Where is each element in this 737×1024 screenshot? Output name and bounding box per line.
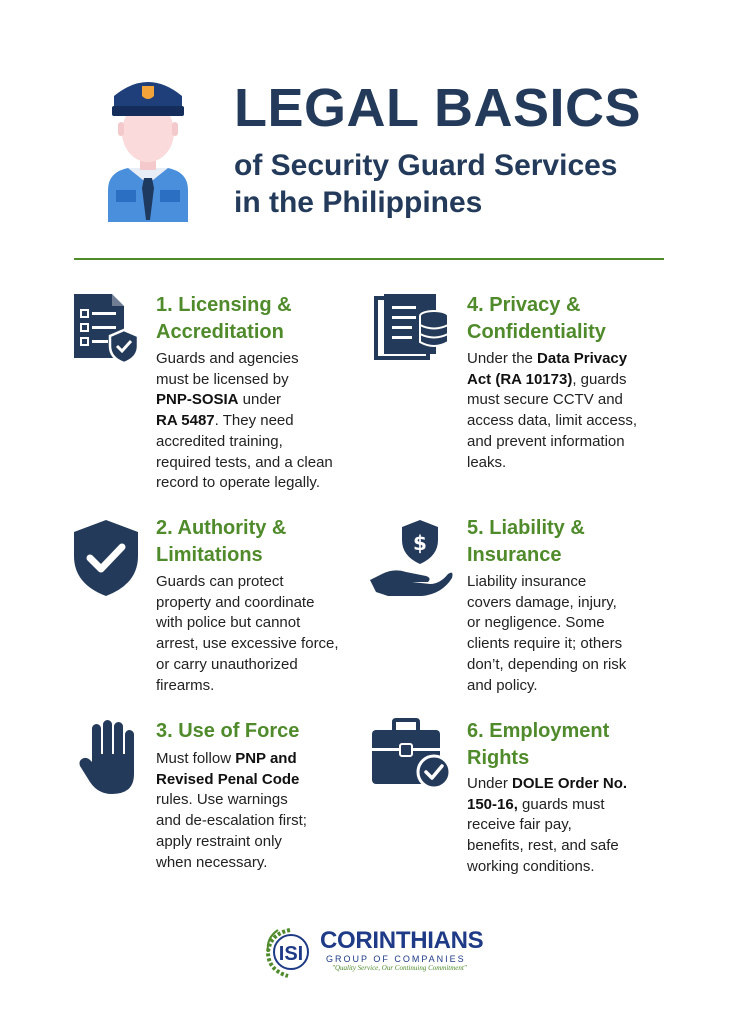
item-1-title <box>156 292 292 346</box>
item-3-title-line-1: 3. Use of Force <box>156 720 300 742</box>
page-subtitle <box>234 147 684 221</box>
svg-text:$: $ <box>413 531 427 555</box>
item-4-title-line-1: 4. Privacy & <box>467 294 581 316</box>
body-line: and de-escalation first; <box>156 812 307 830</box>
body-line: clients require it; others <box>467 635 623 653</box>
body-line: Liability insurance <box>467 573 587 590</box>
checklist-shield-icon <box>72 292 140 364</box>
subtitle-line-1: of Security Guard Services <box>234 149 618 182</box>
briefcase-check-icon <box>370 718 454 790</box>
body-line: Guards can protect <box>156 573 284 590</box>
body-line: Act (RA 10173), guards <box>467 370 627 388</box>
item-6-title <box>467 718 609 772</box>
item-1-body <box>156 349 366 494</box>
body-line: Under DOLE Order No. <box>467 775 628 792</box>
body-line: 150-16, guards must <box>467 795 605 813</box>
body-line: access data, limit access, <box>467 412 638 430</box>
body-line: arrest, use excessive force, <box>156 635 339 653</box>
item-2-body <box>156 572 366 696</box>
company-group: GROUP OF COMPANIES <box>326 954 466 964</box>
header-divider <box>74 258 664 260</box>
body-line: RA 5487. They need <box>156 412 294 430</box>
body-line: don’t, depending on risk <box>467 655 627 673</box>
page-title: LEGAL BASICS <box>234 78 642 138</box>
body-line: Must follow PNP and <box>156 750 297 767</box>
body-line: property and coordinate <box>156 593 315 611</box>
security-guard-icon <box>104 72 192 222</box>
hand-stop-icon <box>78 718 140 796</box>
item-5-title-line-2: Insurance <box>467 544 562 566</box>
bold-term: DOLE Order No. <box>512 775 628 792</box>
shield-check-icon <box>72 518 140 598</box>
body-line: PNP-SOSIA under <box>156 391 282 409</box>
body-line: accredited training, <box>156 432 283 450</box>
corinthians-logo-icon <box>262 924 320 980</box>
body-line: rules. Use warnings <box>156 791 288 809</box>
item-1-title-line-1: 1. Licensing & <box>156 294 292 316</box>
item-6-body <box>467 774 677 878</box>
body-line: when necessary. <box>156 853 268 871</box>
bold-term: Act (RA 10173) <box>467 370 573 388</box>
body-line: covers damage, injury, <box>467 593 617 611</box>
company-tagline: "Quality Service, Our Continuing Commitment" <box>332 964 467 972</box>
body-line <box>156 770 366 791</box>
body-line: and policy. <box>467 676 538 694</box>
item-4-title <box>467 292 606 346</box>
subtitle-line-2: in the Philippines <box>234 186 483 219</box>
item-6-title-line-2: Rights <box>467 747 530 769</box>
body-line: or negligence. Some <box>467 614 605 632</box>
body-line: receive fair pay, <box>467 816 572 834</box>
item-5-body <box>467 572 677 696</box>
item-3-body <box>156 749 366 873</box>
svg-text:ISI: ISI <box>278 943 304 965</box>
item-2-title <box>156 515 286 569</box>
bold-term: Revised Penal Code <box>156 770 300 788</box>
bold-term: RA 5487 <box>156 412 215 430</box>
item-2-title-line-2: Limitations <box>156 544 263 566</box>
body-line: required tests, and a clean <box>156 453 333 471</box>
item-1-title-line-2: Accreditation <box>156 321 284 343</box>
document-database-icon <box>374 292 452 362</box>
body-line: leaks. <box>467 453 507 471</box>
item-5-title-line-1: 5. Liability & <box>467 517 585 539</box>
bold-term: 150-16, <box>467 795 518 813</box>
body-line: must be licensed by <box>156 370 289 388</box>
item-6-title-line-1: 6. Employment <box>467 720 610 742</box>
hand-money-shield-icon <box>368 518 454 598</box>
body-line: Under the Data Privacy <box>467 350 628 367</box>
body-line: Guards and agencies <box>156 350 299 367</box>
body-line: with police but cannot <box>156 614 301 632</box>
item-4-body <box>467 349 677 473</box>
item-4-title-line-2: Confidentiality <box>467 321 606 343</box>
body-line: or carry unauthorized <box>156 655 298 673</box>
bold-term: Data Privacy <box>537 350 628 367</box>
item-2-title-line-1: 2. Authority & <box>156 517 287 539</box>
body-line: must secure CCTV and <box>467 391 623 409</box>
body-line: and prevent information <box>467 432 625 450</box>
item-5-title <box>467 515 585 569</box>
body-line: record to operate legally. <box>156 474 320 492</box>
bold-term: PNP and <box>235 750 297 767</box>
item-3-title <box>156 718 299 745</box>
body-line: benefits, rest, and safe <box>467 837 619 855</box>
body-line: firearms. <box>156 676 215 694</box>
body-line: apply restraint only <box>156 832 282 850</box>
company-name: CORINTHIANS <box>320 927 484 954</box>
bold-term: PNP-SOSIA <box>156 391 239 409</box>
body-line: working conditions. <box>467 857 595 875</box>
